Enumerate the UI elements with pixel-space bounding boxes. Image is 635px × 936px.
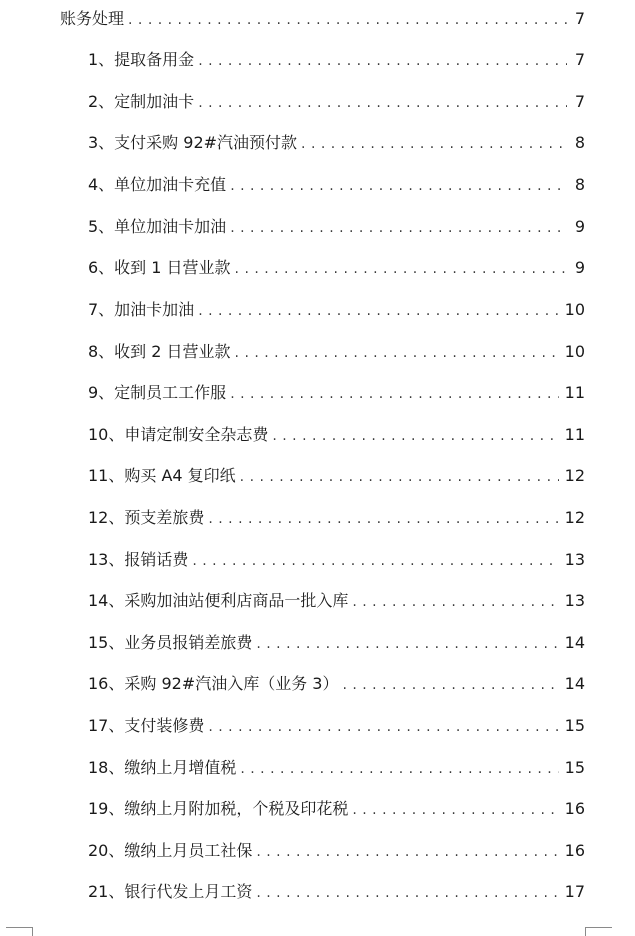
dot-leader — [240, 465, 559, 489]
dot-leader — [256, 840, 558, 864]
dot-leader — [256, 881, 558, 905]
toc-page-number: 10 — [564, 342, 585, 361]
toc-entry-title: 11、购买 A4 复印纸 — [88, 466, 236, 485]
dot-leader — [235, 257, 567, 281]
toc-page-number: 11 — [564, 425, 585, 444]
dot-leader — [301, 132, 567, 156]
toc-entry[interactable] — [88, 631, 585, 655]
toc-page-number: 15 — [564, 758, 585, 777]
toc-entry[interactable] — [88, 589, 585, 613]
toc-entry[interactable] — [88, 548, 585, 572]
toc-page-number: 11 — [564, 383, 585, 402]
toc-entry[interactable] — [88, 714, 585, 738]
toc-entry-title: 5、单位加油卡加油 — [88, 217, 227, 236]
toc-entry[interactable] — [88, 756, 585, 780]
toc-entry-title: 21、银行代发上月工资 — [88, 882, 253, 901]
toc-page-number: 16 — [564, 799, 585, 818]
toc-entry[interactable] — [88, 48, 585, 72]
toc-entry-title: 1、提取备用金 — [88, 50, 195, 69]
toc-entry[interactable] — [88, 256, 585, 280]
toc-entry-title: 2、定制加油卡 — [88, 92, 195, 111]
toc-page-number: 13 — [564, 550, 585, 569]
dot-leader — [272, 424, 558, 448]
toc-entry[interactable] — [88, 340, 585, 364]
toc-entry[interactable] — [88, 797, 585, 821]
dot-leader — [198, 299, 558, 323]
toc-page-number: 9 — [574, 258, 585, 277]
toc-entry-title: 8、收到 2 日营业款 — [88, 342, 231, 361]
toc-entry[interactable] — [88, 298, 585, 322]
toc-entry[interactable] — [60, 7, 585, 31]
toc-entry[interactable] — [88, 90, 585, 114]
toc-entry-title: 4、单位加油卡充值 — [88, 175, 227, 194]
toc-page-number: 7 — [574, 9, 585, 28]
dot-leader — [230, 216, 567, 240]
toc-entry-title: 账务处理 — [60, 9, 125, 28]
toc-entry[interactable] — [88, 464, 585, 488]
toc-entry[interactable] — [88, 880, 585, 904]
toc-entry-title: 14、采购加油站便利店商品一批入库 — [88, 591, 349, 610]
toc-entry-title: 13、报销话费 — [88, 550, 189, 569]
toc-page-number: 7 — [574, 92, 585, 111]
toc-page-number: 8 — [574, 175, 585, 194]
toc-entry[interactable] — [88, 672, 585, 696]
toc-page-number: 16 — [564, 841, 585, 860]
toc-entry-title: 19、缴纳上月附加税，个税及印花税 — [88, 799, 349, 818]
dot-leader — [192, 549, 558, 573]
toc-page-number: 9 — [574, 217, 585, 236]
dot-leader — [352, 590, 558, 614]
toc-entry-title: 15、业务员报销差旅费 — [88, 633, 253, 652]
toc-page-number: 12 — [564, 466, 585, 485]
toc-entry[interactable] — [88, 173, 585, 197]
dot-leader — [198, 91, 567, 115]
toc-entry[interactable] — [88, 381, 585, 405]
toc-page-number: 12 — [564, 508, 585, 527]
dot-leader — [230, 174, 567, 198]
toc-entry[interactable] — [88, 506, 585, 530]
dot-leader — [342, 673, 558, 697]
toc-entry-title: 20、缴纳上月员工社保 — [88, 841, 253, 860]
dot-leader — [240, 757, 558, 781]
toc-page-number: 10 — [564, 300, 585, 319]
toc-entry-title: 18、缴纳上月增值税 — [88, 758, 237, 777]
dot-leader — [235, 341, 559, 365]
dot-leader — [352, 798, 558, 822]
dot-leader — [208, 715, 558, 739]
toc-entry[interactable] — [88, 423, 585, 447]
toc-entry-title: 17、支付装修费 — [88, 716, 205, 735]
toc-entry-title: 6、收到 1 日营业款 — [88, 258, 231, 277]
toc-entry-title: 3、支付采购 92#汽油预付款 — [88, 133, 298, 152]
toc-page-number: 15 — [564, 716, 585, 735]
toc-page-number: 7 — [574, 50, 585, 69]
toc-entry[interactable] — [88, 131, 585, 155]
toc-entry-title: 7、加油卡加油 — [88, 300, 195, 319]
toc-page-number: 17 — [564, 882, 585, 901]
toc-entry-title: 10、申请定制安全杂志费 — [88, 425, 269, 444]
dot-leader — [128, 8, 567, 32]
dot-leader — [198, 49, 567, 73]
toc-entry-title: 9、定制员工工作服 — [88, 383, 227, 402]
dot-leader — [230, 382, 558, 406]
toc-page-number: 13 — [564, 591, 585, 610]
toc-entry-title: 16、采购 92#汽油入库（业务 3） — [88, 674, 339, 693]
toc-entry[interactable] — [88, 215, 585, 239]
toc-page-number: 14 — [564, 633, 585, 652]
dot-leader — [208, 507, 558, 531]
dot-leader — [256, 632, 558, 656]
toc-page-number: 14 — [564, 674, 585, 693]
toc-page-number: 8 — [574, 133, 585, 152]
toc-entry[interactable] — [88, 839, 585, 863]
toc-entry-title: 12、预支差旅费 — [88, 508, 205, 527]
